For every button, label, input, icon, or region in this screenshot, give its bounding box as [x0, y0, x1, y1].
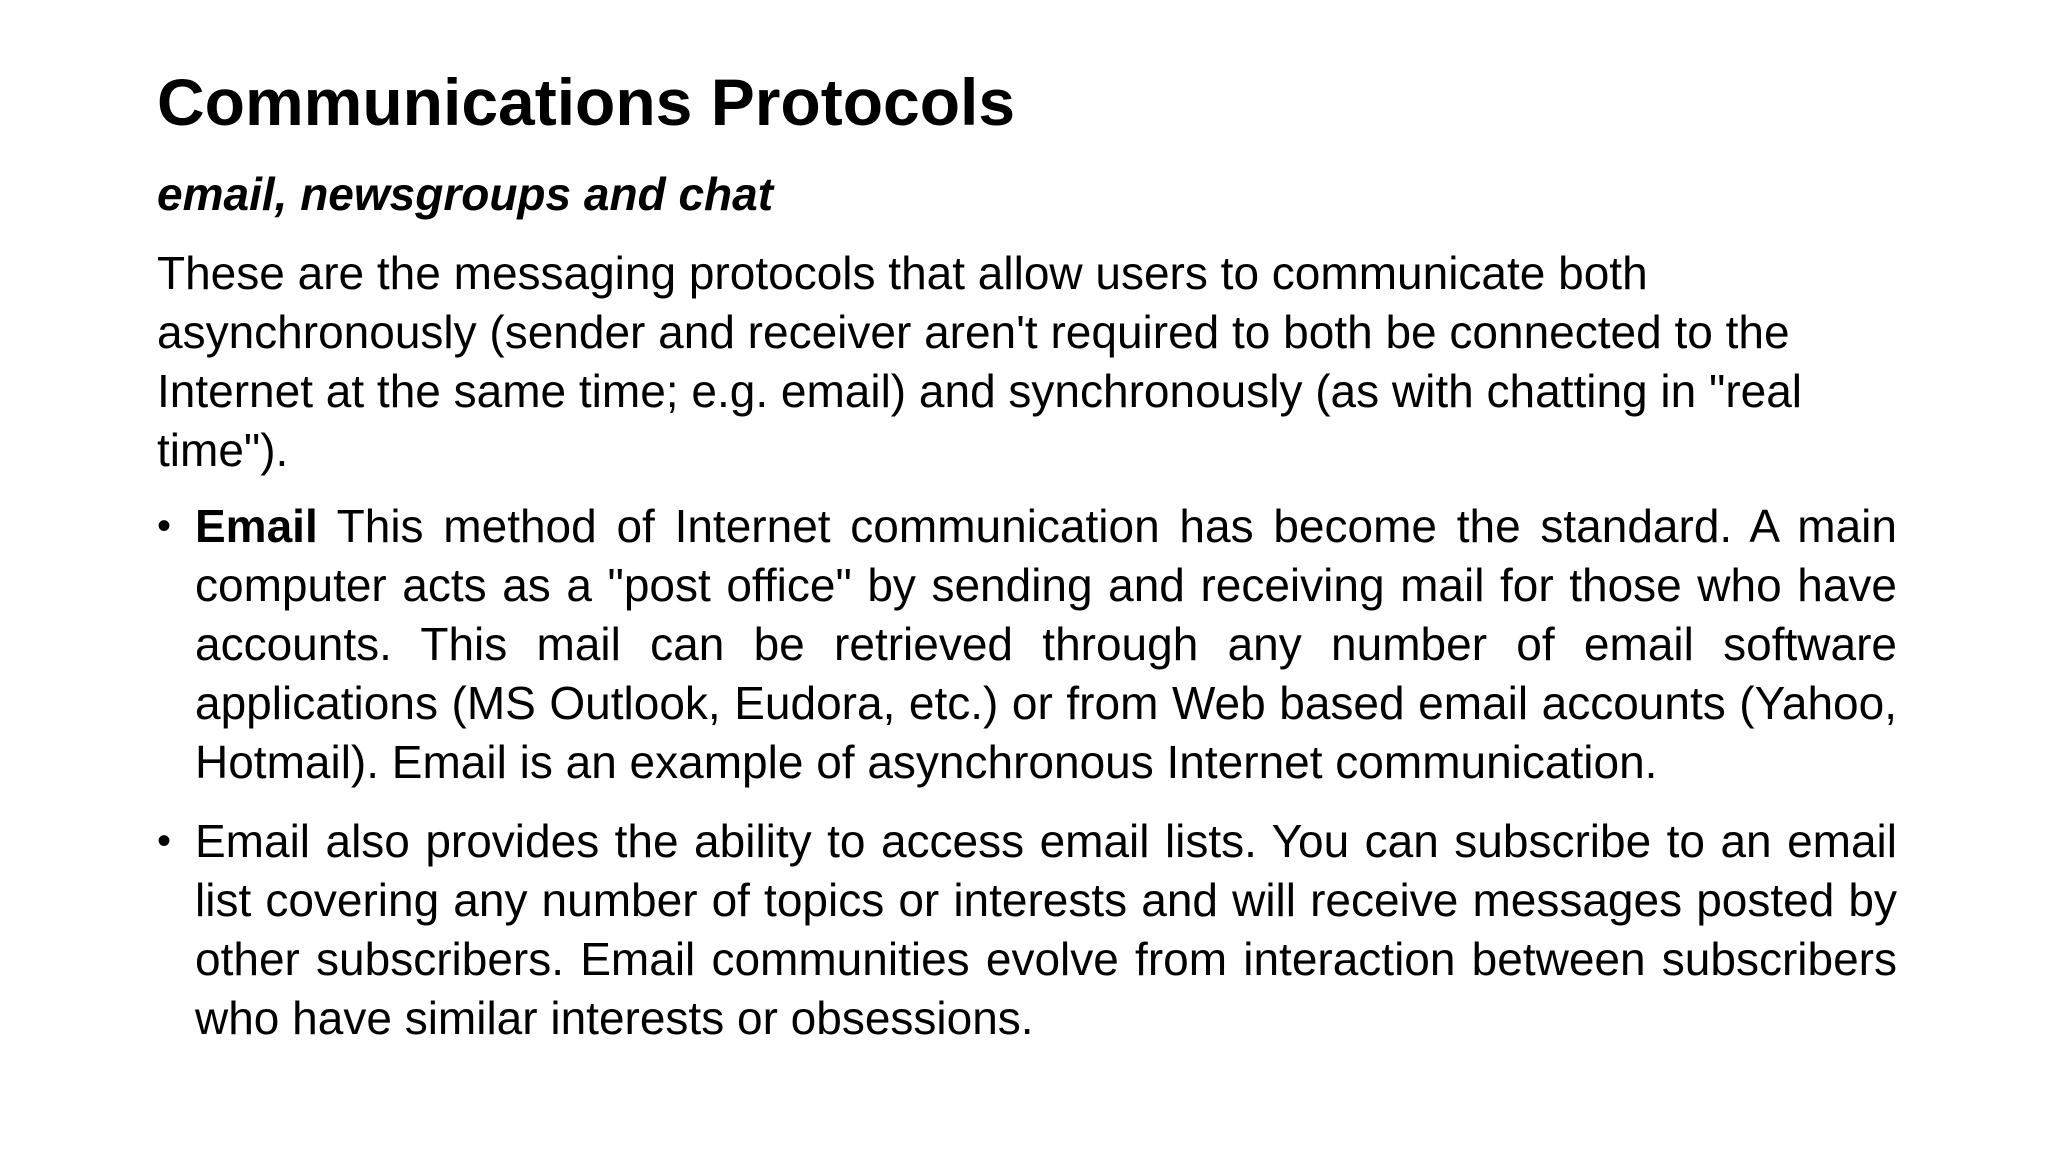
bullet-icon: •	[157, 504, 172, 548]
intro-paragraph: These are the messaging protocols that allow users to communicate both asynchronously (sender and receiver aren't required to both be connected to the Internet at the same time; e.g. email) and synchronously (as with chatting in "real time").	[157, 247, 1803, 476]
bullet-icon: •	[157, 819, 172, 863]
bullet-list	[157, 497, 1897, 1048]
bullet-text: This method of Internet communication has become the standard. A main computer acts as a "post office" by sending and receiving mail for those who have accounts. This mail can be retrieved through any number of email software applications (MS Outlook, Eudora, etc.) or from Web based email accounts (Yahoo, Hotmail). Email is an example of asynchronous Internet communication.	[195, 500, 1897, 788]
bullet-text: Email also provides the ability to access email lists. You can subscribe to an email list covering any number of topics or interests and will receive messages posted by other subscribers. Email communities evolve from interaction between subscribers who have similar interests or obsessions.	[195, 815, 1897, 1044]
slide-title: Communications Protocols	[157, 65, 1016, 139]
bullet-item-email	[157, 497, 1897, 792]
slide-subtitle: email, newsgroups and chat	[157, 168, 774, 220]
bullet-item-email-lists	[157, 812, 1897, 1048]
bullet-lead: Email	[195, 500, 318, 552]
